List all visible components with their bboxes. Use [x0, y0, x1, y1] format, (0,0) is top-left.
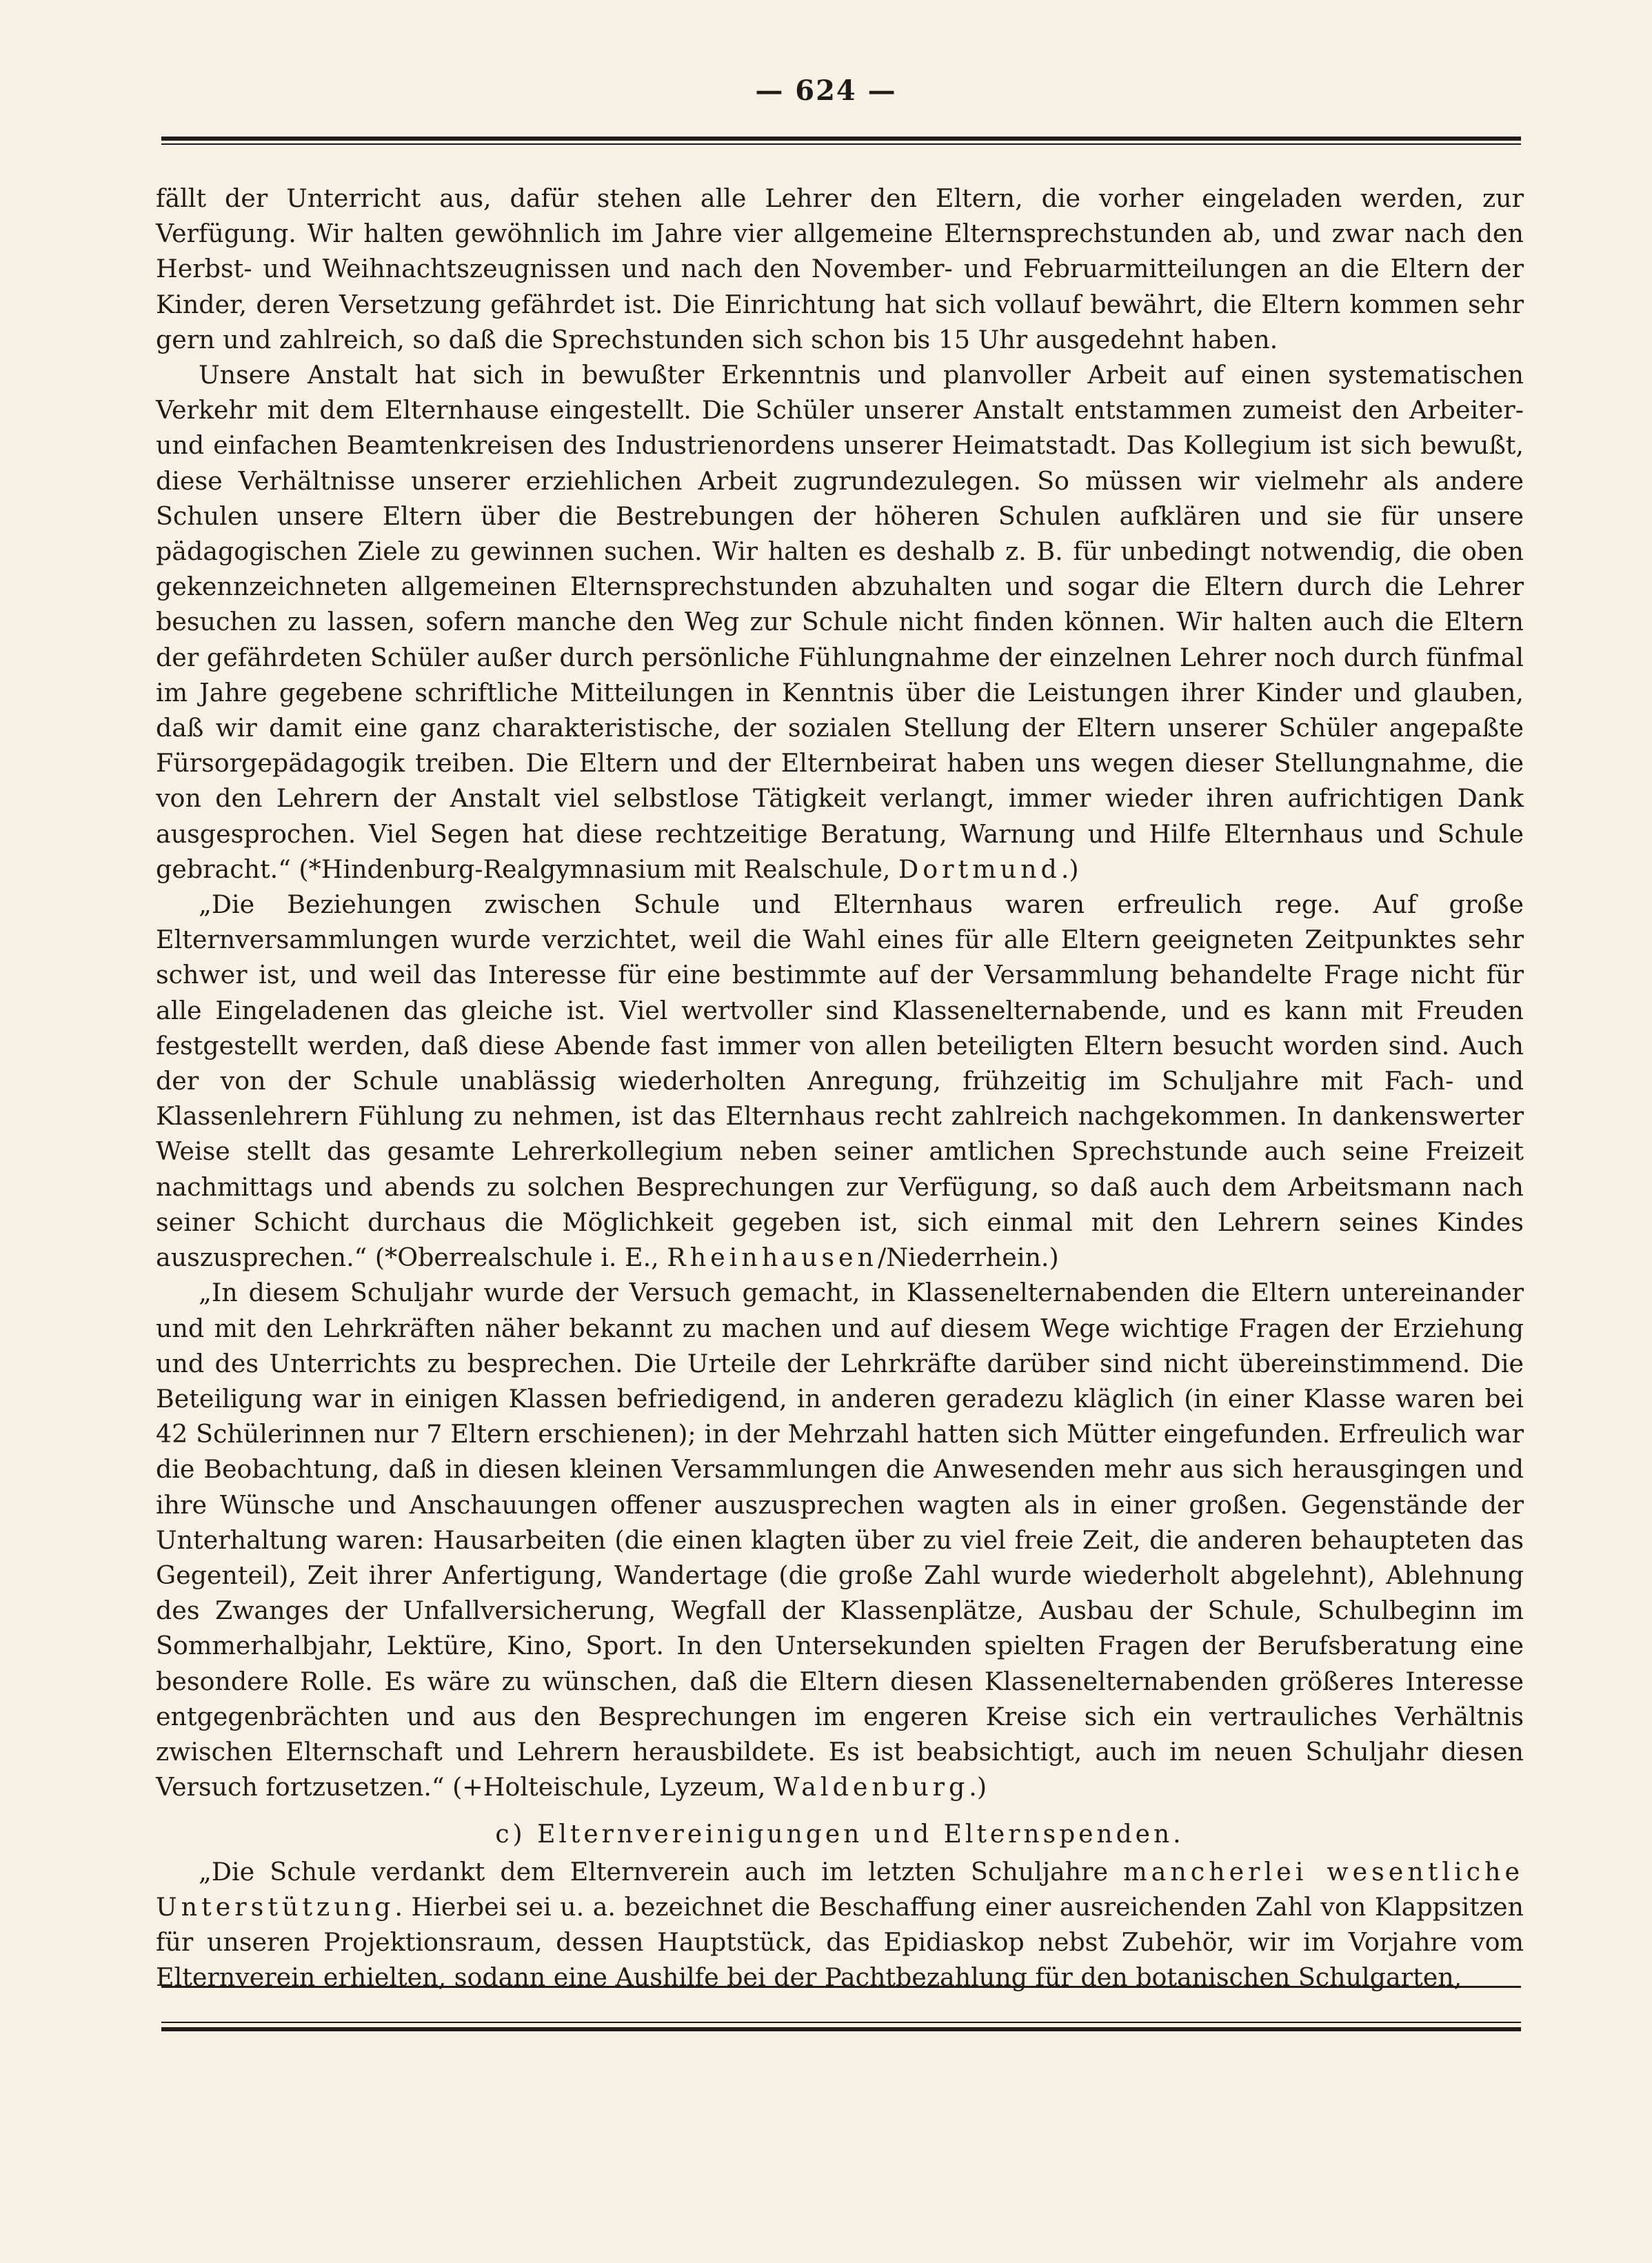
body-text: [156, 181, 1524, 1995]
paragraph-2-text: Unsere Anstalt hat sich in bewußter Erkenntnis und planvoller Arbeit auf einen systematischen Verkehr mit dem Elternhause eingestellt. Die Schüler unserer Anstalt entstammen zumeist den Arbeiter- und einfachen Beamtenkreisen des Industrienordens unserer Heimatstadt. Das Kollegium ist sich bewußt, diese Verhältnisse unserer erziehlichen Arbeit zugrundezulegen. So müssen wir vielmehr als andere Schulen unsere Eltern über die Bestrebungen der höheren Schulen aufklären und sie für unsere pädagogischen Ziele zu gewinnen suchen. Wir halten es deshalb z. B. für unbedingt notwendig, die oben gekennzeichneten allgemeinen Elternsprechstunden abzuhalten und sogar die Eltern durch die Lehrer besuchen zu lassen, sofern manche den Weg zur Schule nicht finden können. Wir halten auch die Eltern der gefährdeten Schüler außer durch persönliche Fühlungnahme der einzelnen Lehrer noch durch fünfmal im Jahre gegebene schriftliche Mitteilungen in Kenntnis über die Leistungen ihrer Kinder und glauben, daß wir damit eine ganz charakteristische, der sozialen Stellung der Eltern unserer Schüler angepaßte Fürsorgepädagogik treiben. Die Eltern und der Elternbeirat haben uns wegen dieser Stellungnahme, die von den Lehrern der Anstalt viel selbstlose Tätigkeit verlangt, immer wieder ihren aufrichtigen Dank ausgesprochen. Viel Segen hat diese rechtzeitige Beratung, Warnung und Hilfe Elternhaus und Schule gebracht.“ (*Hindenburg-Realgymnasium mit Realschule,: [156, 360, 1524, 884]
page-number: — 624 —: [755, 74, 897, 107]
paragraph-4-tail: .): [969, 1772, 987, 1802]
paragraph-1: fällt der Unterricht aus, dafür stehen alle Lehrer den Eltern, die vorher eingeladen werden, zur Verfügung. Wir halten gewöhnlich im Jahre vier allgemeine Elternsprechstunden ab, und zwar nach den Herbst- und Weihnachtszeugnissen und nach den November- und Februarmitteilungen an die Eltern der Kinder, deren Versetzung gefährdet ist. Die Einrichtung hat sich vollauf bewährt, die Eltern kommen sehr gern und zahlreich, so daß die Sprechstunden sich schon bis 15 Uhr ausgedehnt haben.: [156, 183, 1524, 354]
paragraph-4: [156, 1275, 1524, 1804]
source-place-waldenburg: Waldenburg: [774, 1772, 969, 1802]
paragraph-2: [156, 357, 1524, 887]
paragraph-5-start: „Die Schule verdankt dem Elternverein auch im letzten Schuljahre: [199, 1856, 1109, 1887]
paragraph-5: [156, 1854, 1524, 1995]
paragraph-4-text: „In diesem Schuljahr wurde der Versuch gemacht, in Klassenelternabenden die Eltern untereinander und mit den Lehrkräften näher bekannt zu machen und auf diesem Wege wichtige Fragen der Erziehung und des Unterrichts zu besprechen. Die Urteile der Lehrkräfte darüber sind nicht übereinstimmend. Die Beteiligung war in einigen Klassen befriedigend, in anderen geradezu kläglich (in einer Klasse waren bei 42 Schülerinnen nur 7 Eltern erschienen); in der Mehrzahl hatten sich Mütter eingefunden. Erfreulich war die Beobachtung, daß in diesen kleinen Versammlungen die Anwesenden mehr aus sich herausgingen und ihre Wünsche und Anschauungen offener auszusprechen wagten als in einer großen. Gegenstände der Unterhaltung waren: Hausarbeiten (die einen klagten über zu viel freie Zeit, die anderen behaupteten das Gegenteil), Zeit ihrer Anfertigung, Wandertage (die große Zahl wurde wiederholt abgelehnt), Ablehnung des Zwanges der Unfallversicherung, Wegfall der Klassenplätze, Ausbau der Schule, Schulbeginn im Sommerhalbjahr, Lektüre, Kino, Sport. In den Untersekunden spielten Fragen der Berufsberatung eine besondere Rolle. Es wäre zu wünschen, daß die Eltern diesen Klassenelternabenden größeres Interesse entgegenbrächten und aus den Besprechungen im engeren Kreise sich ein vertrauliches Verhältnis zwischen Elternschaft und Lehrern herausbildete. Es ist beabsichtigt, auch im neuen Schuljahr diesen Versuch fortzusetzen.“ (+Holteischule, Lyzeum,: [156, 1278, 1524, 1802]
section-label: c): [495, 1820, 526, 1849]
paragraph-5-rest: . Hierbei sei u. a. bezeichnet die Beschaffung einer ausreichenden Zahl von Klappsitzen für unseren Projektionsraum, dessen Hauptstück, das Epidiaskop nebst Zubehör, wir im Vorjahre vom Elternverein erhielten, sodann eine Aushilfe bei der Pachtbezahlung für den botanischen Schulgarten,: [156, 1891, 1524, 1993]
footer-rule: [161, 2022, 1521, 2031]
paragraph-3-tail: /Niederrhein.): [877, 1243, 1059, 1273]
source-place-dortmund: Dortmund: [898, 854, 1061, 884]
paragraph-2-tail: .): [1060, 854, 1079, 884]
paragraph-3-text: „Die Beziehungen zwischen Schule und Elternhaus waren erfreulich rege. Auf große Elternversammlungen wurde verzichtet, weil die Wahl eines für alle Eltern geeigneten Zeitpunktes sehr schwer ist, und weil das Interesse für eine bestimmte auf der Versammlung behandelte Frage nicht für alle Eingeladenen das gleiche ist. Viel wertvoller sind Klassenelternabende, und es kann mit Freuden festgestellt werden, daß diese Abende fast immer von allen beteiligten Eltern besucht worden sind. Auch der von der Schule unablässig wiederholten Anregung, frühzeitig im Schuljahre mit Fach- und Klassenlehrern Fühlung zu nehmen, ist das Elternhaus recht zahlreich nachgekommen. In dankenswerter Weise stellt das gesamte Lehrerkollegium neben seiner amtlichen Sprechstunde auch seine Freizeit nachmittags und abends zu solchen Besprechungen zur Verfügung, so daß auch dem Arbeitsmann nach seiner Schicht durchaus die Möglichkeit gegeben ist, sich einmal mit den Lehrern seines Kindes auszusprechen.“ (*Oberrealschule i. E.,: [156, 889, 1524, 1273]
section-heading: [156, 1817, 1524, 1852]
footer-rule-thin: [161, 1986, 1521, 1988]
source-place-rheinhausen: Rheinhausen: [667, 1243, 878, 1273]
section-title: Elternvereinigungen und Elternspenden.: [537, 1820, 1185, 1849]
paragraph-5-emphasis: mancherlei wesentliche Unterstützung: [156, 1856, 1524, 1922]
header-rule: [161, 137, 1521, 145]
paragraph-3: [156, 887, 1524, 1275]
